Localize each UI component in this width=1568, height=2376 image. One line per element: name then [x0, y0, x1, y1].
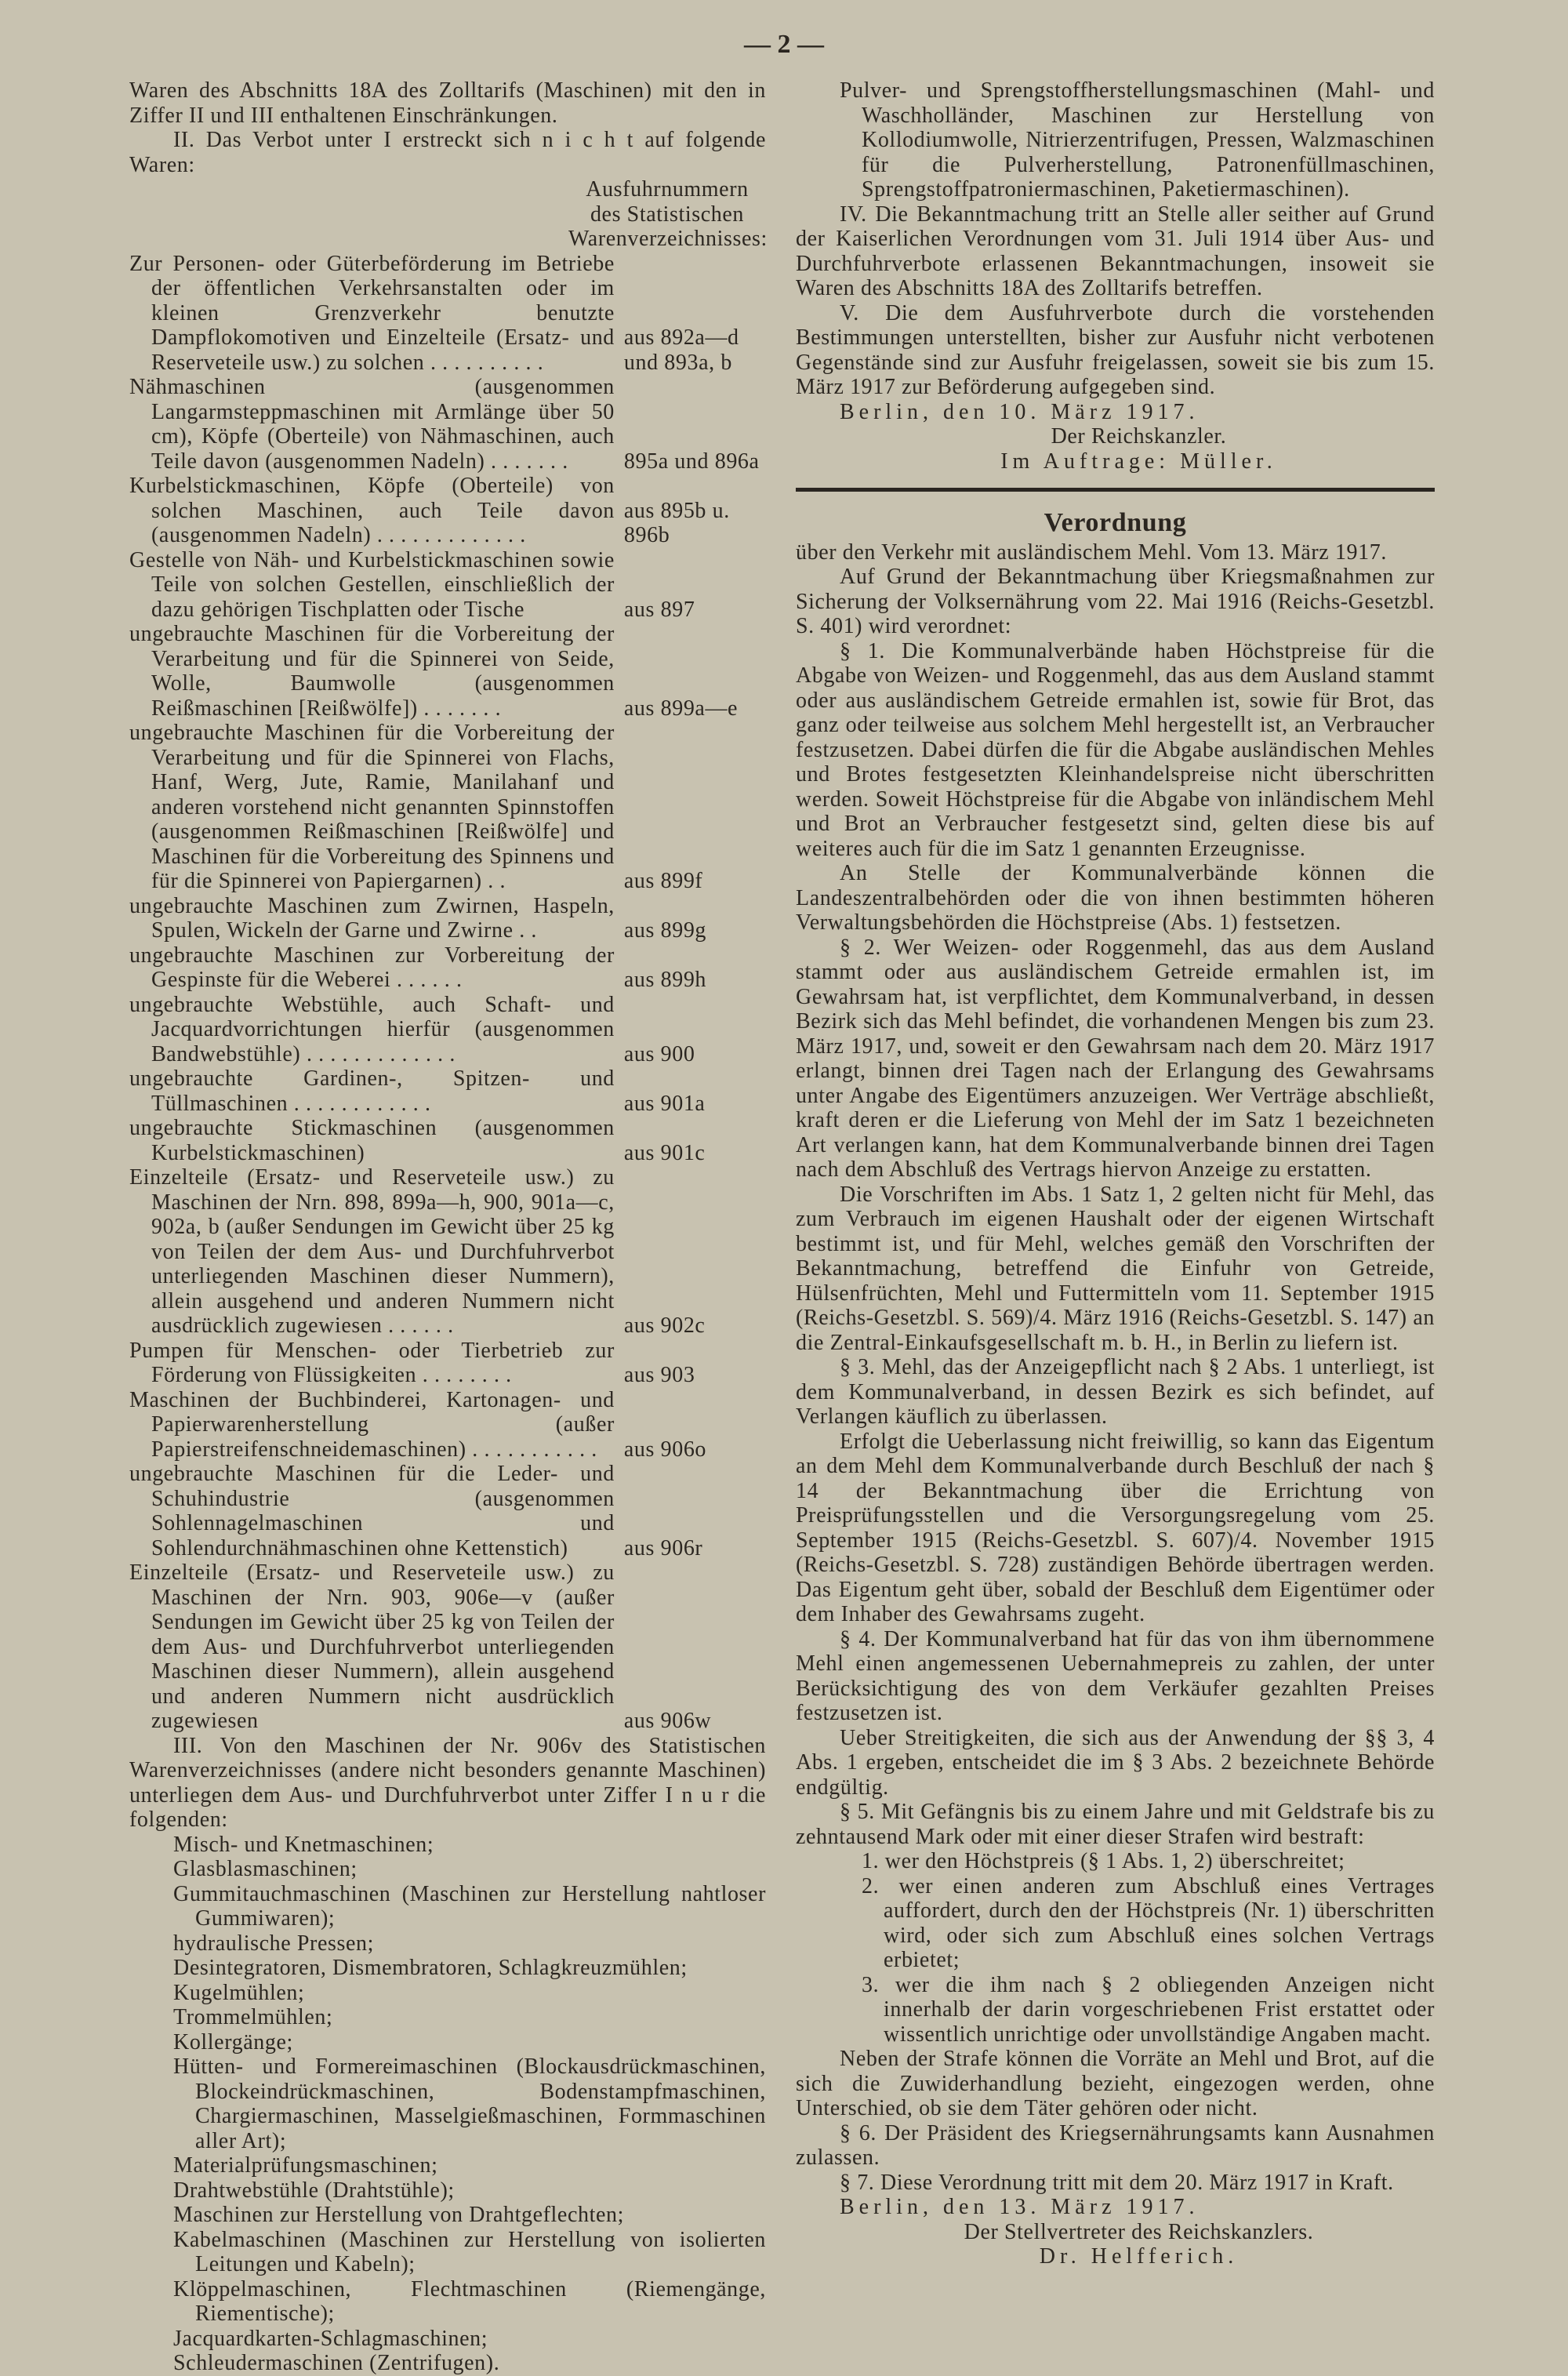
section-iv: IV. Die Bekanntmachung tritt an Stelle aller seither auf Grund der Kaiserlichen Verordnungen vom 31. Juli 1914 über Aus- und Durchfuhrverbote erlassenen Bekanntmachungen, insoweit sie Waren des Abschnitts 18A des Zolltarifs betreffen. [796, 202, 1435, 300]
left-column [129, 78, 766, 2376]
list-item: Gummitauchmaschinen (Maschinen zur Herstellung nahtloser Gummiwaren); [173, 1881, 766, 1931]
ordinance-subtitle: über den Verkehr mit ausländischem Mehl. Vom 13. März 1917. [796, 540, 1387, 565]
exempt-items-list [129, 252, 766, 1734]
item-description: ungebrauchte Maschinen für die Vorbereitung der Verarbeitung und für die Spinnerei von Seide, Wolle, Baumwolle (ausgenommen Reißmaschinen [Reißwölfe]) . . . . . . . [129, 622, 615, 721]
signature-title-1: Der Reichskanzler. [1051, 424, 1227, 449]
export-number: aus 892a—d und 893a, b [623, 325, 739, 375]
export-number: aus 901c [623, 1140, 706, 1165]
table-row [129, 1388, 766, 1462]
item-description: Einzelteile (Ersatz- und Reserveteile usw.) zu Maschinen der Nrn. 903, 906e—v (außer Sendungen im Gewicht über 25 kg von Teilen der dem Aus- und Durchfuhrverbot unterliegenden Maschinen dieser Nummern), allein ausgehend und anderen Nummern nicht ausdrücklich zugewiesen [129, 1560, 615, 1733]
machines-list-continued: Pulver- und Sprengstoffherstellungsmaschinen (Mahl- und Waschholländer, Maschinen zur Herstellung von Kollodiumwolle, Nitrierzentrifugen, Pressen, Walzmaschinen für die Pulverherstellung, Patronenfüllmaschinen, Sprengstoffpatroniermaschinen, Paketiermaschinen). [840, 78, 1435, 202]
ordinance-paragraph: § 6. Der Präsident des Kriegsernährungsamts kann Ausnahmen zulassen. [796, 2120, 1435, 2170]
item-description: Kurbelstickmaschinen, Köpfe (Oberteile) von solchen Maschinen, auch Teile davon (ausgenommen Nadeln) . . . . . . . . . . . . . [129, 474, 615, 547]
export-number: aus 899h [623, 968, 707, 992]
list-item: Hütten- und Formereimaschinen (Blockausdrückmaschinen, Blockeindrückmaschinen, Bodenstampfmaschinen, Chargiermaschinen, Masselgießmaschinen, Formmaschinen aller Art); [173, 2054, 766, 2153]
ordinance-paragraph: § 7. Diese Verordnung tritt mit dem 20. März 1917 in Kraft. [840, 2170, 1394, 2195]
table-row [129, 474, 766, 548]
export-number: aus 899g [623, 918, 707, 943]
date-berlin-1: Berlin, den 10. März 1917. [840, 399, 1200, 424]
section-ii: II. Das Verbot unter I erstreckt sich n i c h t auf folgende Waren: [129, 128, 766, 177]
export-number: aus 906w [623, 1709, 712, 1733]
table-row [129, 1560, 766, 1734]
right-column [796, 78, 1435, 2269]
item-description: ungebrauchte Maschinen für die Vorbereitung der Verarbeitung und für die Spinnerei von Flachs, Hanf, Werg, Jute, Ramie, Manilahanf und anderen vorstehend nicht genannten Spinnstoffen (ausgenommen Reißmaschinen [Reißwölfe] und Maschinen für die Vorbereitung des Spinnens und für die Spinnerei von Papiergarnen) . . [129, 721, 615, 893]
ordinance-paragraph: § 2. Wer Weizen- oder Roggenmehl, das aus dem Ausland stammt oder aus ausländischem Getreide ermahlen ist, im Gewahrsam hat, ist verpflichtet, dem Kommunalverband, in dessen Bezirk sich das Mehl befindet, die vorhandenen Mengen bis zum 23. März 1917, und, soweit er den Gewahrsam nach dem 20. März 1917 erlangt, binnen drei Tagen nach der Erlangung des Gewahrsams unter Angabe des Eigentümers anzuzeigen. Wer Verträge abschließt, kraft deren er die Lieferung von Mehl der im Satz 1 bezeichneten Art verlangen kann, hat dem Kommunalverbande binnen drei Tagen nach dem Abschluß des Vertrags hiervon Anzeige zu erstatten. [796, 935, 1435, 1182]
export-number: aus 899f [623, 869, 703, 893]
list-item: Maschinen zur Herstellung von Drahtgeflechten; [173, 2203, 624, 2227]
list-item: 3. wer die ihm nach § 2 obliegenden Anzeigen nicht innerhalb der darin vorgeschriebenen Frist erstattet oder wissentlich unrichtige oder unvollständige Angaben macht. [862, 1972, 1435, 2047]
ordinance-paragraph: An Stelle der Kommunalverbände können die Landeszentralbehörden oder die von ihnen bestimmten höheren Verwaltungsbehörden die Höchstpreise (Abs. 1) festsetzen. [796, 861, 1435, 935]
item-description: ungebrauchte Stickmaschinen (ausgenommen Kurbelstickmaschinen) [129, 1116, 615, 1165]
item-description: Nähmaschinen (ausgenommen Langarmsteppmaschinen mit Armlänge über 50 cm), Köpfe (Oberteile) von Nähmaschinen, auch Teile davon (ausgenommen Nadeln) . . . . . . . [129, 375, 615, 474]
table-row [129, 943, 766, 993]
list-item: Desintegratoren, Dismembratoren, Schlagkreuzmühlen; [173, 1956, 688, 1980]
section-v: V. Die dem Ausfuhrverbote durch die vorstehenden Bestimmungen unterstellten, bisher zur Ausfuhr nicht verbotenen Gegenstände sind zur Ausfuhr freigelassen, soweit sie bis zum 15. März 1917 zur Beförderung aufgegeben sind. [796, 300, 1435, 399]
table-row [129, 622, 766, 721]
ordinance-paragraph: § 5. Mit Gefängnis bis zu einem Jahre und mit Geldstrafe bis zu zehntausend Mark oder mit einer dieser Strafen wird bestraft: [796, 1800, 1435, 1849]
table-row [129, 1165, 766, 1339]
list-item: 2. wer einen anderen zum Abschluß eines Vertrages auffordert, durch den der Höchstpreis (Nr. 1) überschritten wird, oder sich zum Abschluß eines solchen Vertrags erbietet; [862, 1873, 1435, 1972]
ordinance-paragraphs [796, 639, 1435, 1850]
ordinance-paragraph: Ueber Streitigkeiten, die sich aus der Anwendung der §§ 3, 4 Abs. 1 ergeben, entscheidet die im § 3 Abs. 2 bezeichnete Behörde endgültig. [796, 1725, 1435, 1800]
section-iii: III. Von den Maschinen der Nr. 906v des Statistischen Warenverzeichnisses (andere nicht besonders genannte Maschinen) unterliegen dem Aus- und Durchfuhrverbot unter Ziffer I n u r die folgenden: [129, 1733, 766, 1832]
list-item: Glasblasmaschinen; [173, 1857, 358, 1881]
export-number: aus 902c [623, 1313, 706, 1338]
export-number: aus 895b u. 896b [623, 498, 730, 547]
machines-list [129, 1833, 766, 2376]
ordinance-paragraphs-2 [796, 2047, 1435, 2195]
ordinance-paragraph: § 3. Mehl, das der Anzeigepflicht nach § 2 Abs. 1 unterliegt, ist dem Kommunalverband, in dessen Bezirk es sich befindet, auf Verlangen käuflich zu überlassen. [796, 1355, 1435, 1429]
export-number: aus 901a [623, 1091, 706, 1116]
export-number: aus 906r [623, 1535, 703, 1560]
table-row [129, 1116, 766, 1165]
table-row [129, 1066, 766, 1116]
ordinance-paragraph: § 4. Der Kommunalverband hat für das von ihm übernommene Mehl einen angemessenen Uebernahmepreis zu zahlen, der unter Berücksichtigung des von dem Verkäufer gezahlten Preises festzusetzen ist. [796, 1626, 1435, 1725]
list-item: Drahtwebstühle (Drahtstühle); [173, 2178, 455, 2203]
item-description: ungebrauchte Maschinen für die Leder- und Schuhindustrie (ausgenommen Sohlennagelmaschinen und Sohlendurchnähmaschinen ohne Kettenstich) [129, 1462, 615, 1560]
export-number: aus 897 [623, 597, 695, 622]
signature-name-2: Dr. Helfferich. [1039, 2244, 1239, 2269]
ordinance-preamble: Auf Grund der Bekanntmachung über Kriegsmaßnahmen zur Sicherung der Volksernährung vom 22. Mai 1916 (Reichs-Gesetzbl. S. 401) wird verordnet: [796, 565, 1435, 638]
page-number: — 2 — [744, 30, 824, 59]
table-row [129, 375, 766, 474]
section-divider [796, 488, 1435, 492]
item-description: ungebrauchte Maschinen zur Vorbereitung der Gespinste für die Weberei . . . . . . [129, 943, 615, 992]
ordinance-paragraph: Neben der Strafe können die Vorräte an Mehl und Brot, auf die sich die Zuwiderhandlung bezieht, eingezogen werden, ohne Unterschied, ob sie dem Täter gehören oder nicht. [796, 2047, 1435, 2120]
list-item: hydraulische Pressen; [173, 1931, 374, 1956]
intro-text: Waren des Abschnitts 18A des Zolltarifs (Maschinen) mit den in Ziffer II und III enthaltenen Einschränkungen. [129, 78, 766, 128]
list-item: 1. wer den Höchstpreis (§ 1 Abs. 1, 2) überschreitet; [862, 1849, 1345, 1873]
list-item: Misch- und Knetmaschinen; [173, 1832, 434, 1857]
signature-title-2: Der Stellvertreter des Reichskanzlers. [964, 2219, 1314, 2244]
list-item: Klöppelmaschinen, Flechtmaschinen (Riemengänge, Riementische); [173, 2276, 766, 2326]
table-row [129, 894, 766, 943]
list-item: Jacquardkarten-Schlagmaschinen; [173, 2326, 488, 2351]
list-item: Kabelmaschinen (Maschinen zur Herstellung von isolierten Leitungen und Kabeln); [173, 2227, 766, 2276]
list-item: Trommelmühlen; [173, 2005, 333, 2029]
signature-name-1: Im Auftrage: Müller. [1000, 449, 1277, 474]
ordinance-title: Verordnung [1044, 508, 1187, 537]
ordinance-paragraph: Erfolgt die Ueberlassung nicht freiwillig, so kann das Eigentum an dem Mehl dem Kommunalverbande durch Beschluß der nach § 14 der Bekanntmachung über die Errichtung von Preisprüfungsstellen und die Versorgungsregelung vom 25. September 1915 (Reichs-Gesetzbl. S. 607)/4. November 1915 (Reichs-Gesetzbl. S. 728) zuständigen Behörde übertragen werden. Das Eigentum geht über, sobald der Beschluß dem Eigentümer oder dem Inhaber des Gewahrsams zugeht. [796, 1429, 1435, 1626]
date-berlin-2: Berlin, den 13. März 1917. [840, 2195, 1200, 2219]
list-item: Kugelmühlen; [173, 1980, 305, 2005]
export-number: aus 899a—e [623, 696, 739, 721]
list-item: Schleudermaschinen (Zentrifugen). [173, 2351, 500, 2375]
table-row [129, 1462, 766, 1560]
item-description: Einzelteile (Ersatz- und Reserveteile usw.) zu Maschinen der Nrn. 898, 899a—h, 900, 901a—c, 902a, b (außer Sendungen im Gewicht über 25 kg von Teilen der dem Aus- und Durchfuhrverbot unterliegenden Maschinen dieser Nummern), allein ausgehend und anderen Nummern nicht ausdrücklich zugewiesen . . . . . . [129, 1165, 615, 1338]
penalties-list [796, 1849, 1435, 2047]
item-description: Pumpen für Menschen- oder Tierbetrieb zur Förderung von Flüssigkeiten . . . . . . . . [129, 1338, 615, 1387]
ordinance-paragraph: Die Vorschriften im Abs. 1 Satz 1, 2 gelten nicht für Mehl, das zum Verbrauch im eigenen Haushalt oder der eigenen Wirtschaft bestimmt ist, und für Mehl, welches gemäß den Vorschriften der Bekanntmachung, betreffend die Einfuhr von Getreide, Hülsenfrüchten, Mehl und Futtermitteln vom 11. September 1915 (Reichs-Gesetzbl. S. 569)/4. März 1916 (Reichs-Gesetzbl. S. 147) an die Zentral-Einkaufsgesellschaft m. b. H., in Berlin zu liefern ist. [796, 1182, 1435, 1355]
list-item: Materialprüfungsmaschinen; [173, 2153, 438, 2178]
export-number: 895a und 896a [623, 449, 760, 474]
item-description: ungebrauchte Gardinen-, Spitzen- und Tüllmaschinen . . . . . . . . . . . . [129, 1066, 615, 1116]
table-row [129, 548, 766, 623]
export-number: aus 903 [623, 1363, 695, 1387]
ordinance-paragraph: § 1. Die Kommunalverbände haben Höchstpreise für die Abgabe von Weizen- und Roggenmehl, das aus dem Ausland stammt oder aus ausländischem Getreide ermahlen ist, sowie für Brot, das ganz oder teilweise aus solchem Mehl hergestellt ist, an Verbraucher festzusetzen. Dabei dürfen die für die Abgabe ausländischen Mehles und Brotes festgesetzten Kleinhandelspreise nicht überschritten werden. Soweit Höchstpreise für die Abgabe von inländischem Mehl und Brot an Verbraucher festgesetzt sind, gelten diese bis auf weiteres auch für die im Satz 1 genannten Erzeugnisse. [796, 638, 1435, 861]
item-description: Gestelle von Näh- und Kurbelstickmaschinen sowie Teile von solchen Gestellen, einschließlich der dazu gehörigen Tischplatten oder Tische [129, 547, 615, 622]
item-description: ungebrauchte Webstühle, auch Schaft- und Jacquardvorrichtungen hierfür (ausgenommen Bandwebstühle) . . . . . . . . . . . . . [129, 992, 615, 1066]
table-row [129, 721, 766, 894]
table-row [129, 252, 766, 376]
item-description: ungebrauchte Maschinen zum Zwirnen, Haspeln, Spulen, Wickeln der Garne und Zwirne . . [129, 893, 615, 943]
table-row [129, 1339, 766, 1388]
item-description: Zur Personen- oder Güterbeförderung im Betriebe der öffentlichen Verkehrsanstalten oder im kleinen Grenzverkehr benutzte Dampflokomotiven und Einzelteile (Ersatz- und Reserveteile usw.) zu solchen . . . . . . . . . . [129, 251, 615, 375]
export-number: aus 900 [623, 1041, 695, 1066]
list-item: Kollergänge; [173, 2029, 293, 2054]
column-header: Ausfuhrnummern des Statistischen Warenverzeichnisses: [568, 177, 768, 251]
table-row [129, 993, 766, 1067]
item-description: Maschinen der Buchbinderei, Kartonagen- und Papierwarenherstellung (außer Papierstreifenschneidemaschinen) . . . . . . . . . . . [129, 1387, 615, 1462]
export-number: aus 906o [623, 1437, 707, 1462]
